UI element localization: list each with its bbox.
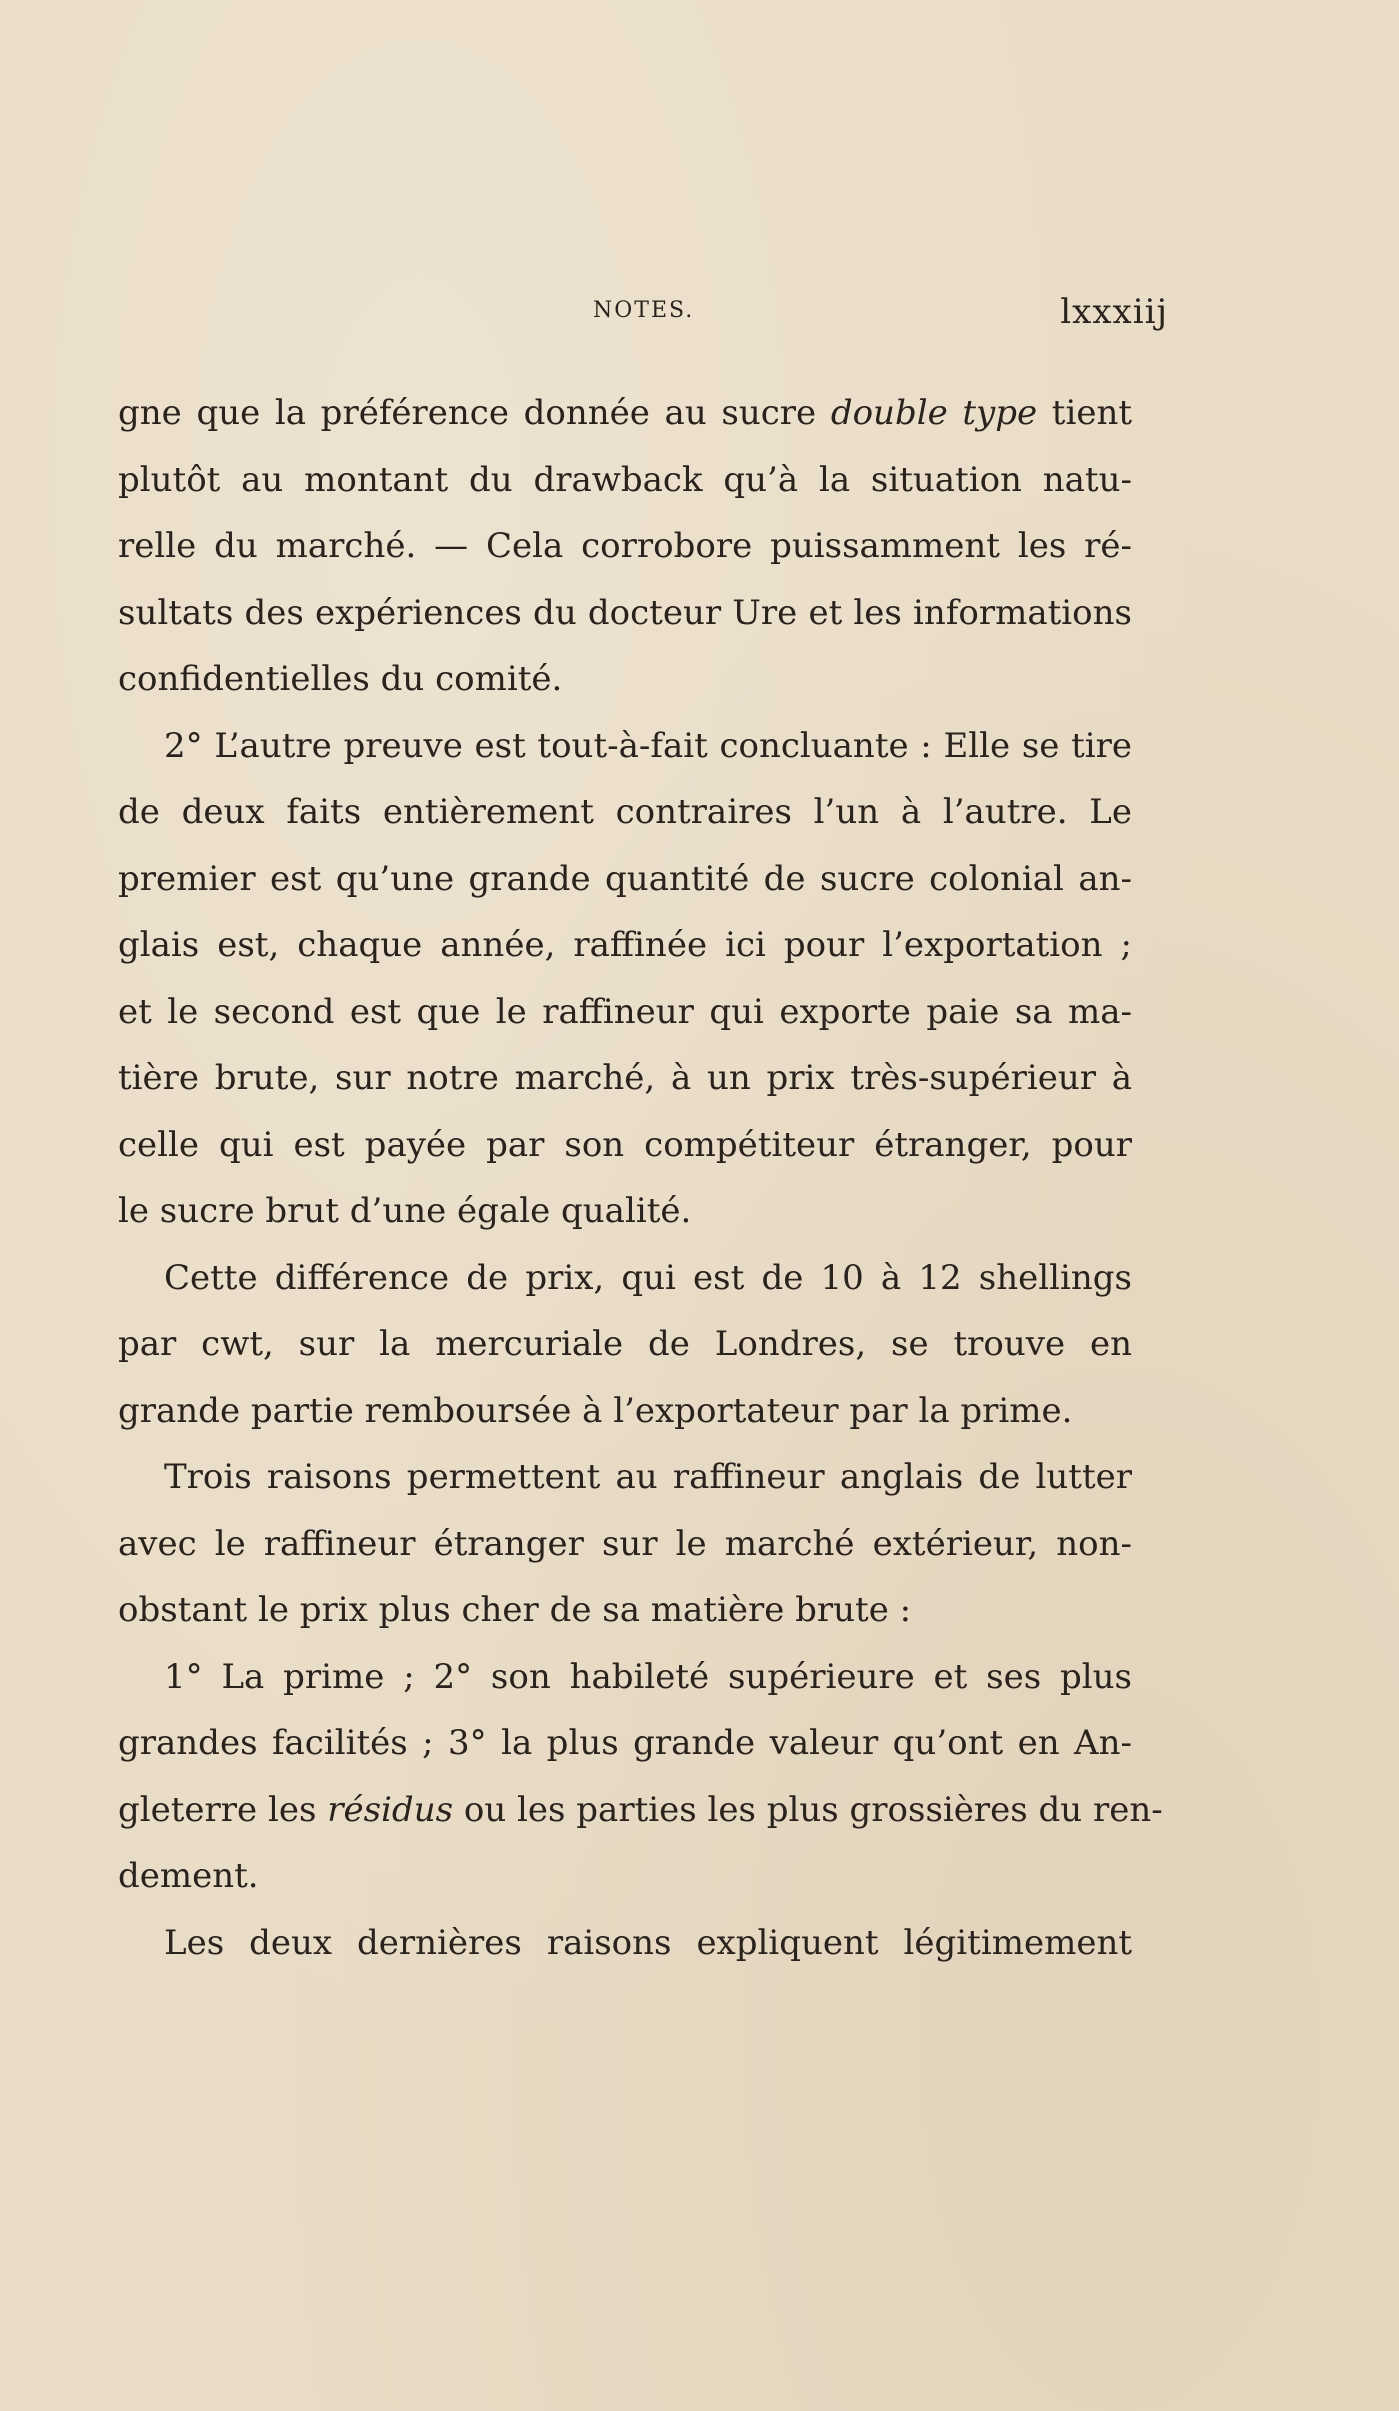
text-line: avec le raffineur étranger sur le marché extérieur, non-: [118, 1523, 1132, 1564]
running-head: [120, 292, 1168, 342]
text-line: gne que la préférence donnée au sucre double type tient: [118, 393, 1133, 433]
text-line: plutôt au montant du drawback qu’à la situation natu-: [118, 459, 1132, 500]
text-line: 1° La prime ; 2° son habileté supérieure et ses plus: [164, 1656, 1132, 1697]
running-title: NOTES.: [593, 298, 695, 323]
text-line: grandes facilités ; 3° la plus grande valeur qu’ont en An-: [118, 1723, 1132, 1763]
text-line: glais est, chaque année, raffinée ici pour l’exportation ;: [118, 925, 1132, 965]
text-line: obstant le prix plus cher de sa matière brute :: [118, 1590, 912, 1630]
text-line: tière brute, sur notre marché, à un prix très-supérieur à: [118, 1058, 1132, 1098]
text-line: celle qui est payée par son compétiteur étranger, pour: [118, 1124, 1132, 1165]
body-text: [118, 380, 1163, 1976]
text-line: Les deux dernières raisons expliquent légitimement: [164, 1922, 1132, 1963]
text-line: dement.: [118, 1856, 259, 1896]
text-line: confidentielles du comité.: [118, 659, 563, 699]
text-line: grande partie remboursée à l’exportateur par la prime.: [118, 1390, 1073, 1431]
text-line: sultats des expériences du docteur Ure et les informations: [118, 592, 1132, 633]
text-line: Trois raisons permettent au raffineur anglais de lutter: [164, 1457, 1132, 1497]
italic-term: double type: [830, 393, 1038, 433]
text-line: gleterre les résidus ou les parties les plus grossières du ren-: [118, 1789, 1163, 1830]
text-line: de deux faits entièrement contraires l’un à l’autre. Le: [118, 792, 1132, 832]
text-line: premier est qu’une grande quantité de sucre colonial an-: [118, 858, 1132, 899]
text-line: par cwt, sur la mercuriale de Londres, se trouve en: [118, 1324, 1132, 1364]
italic-term: résidus: [327, 1789, 454, 1830]
text-line: Cette différence de prix, qui est de 10 à 12 shellings: [164, 1257, 1132, 1298]
text-line: et le second est que le raffineur qui exporte paie sa ma-: [118, 991, 1132, 1032]
text-line: le sucre brut d’une égale qualité.: [118, 1191, 692, 1231]
text-line: relle du marché. — Cela corrobore puissamment les ré-: [118, 526, 1132, 566]
text-line: 2° L’autre preuve est tout-à-fait concluante : Elle se tire: [164, 725, 1132, 766]
page-number: lxxxiij: [1060, 292, 1168, 332]
